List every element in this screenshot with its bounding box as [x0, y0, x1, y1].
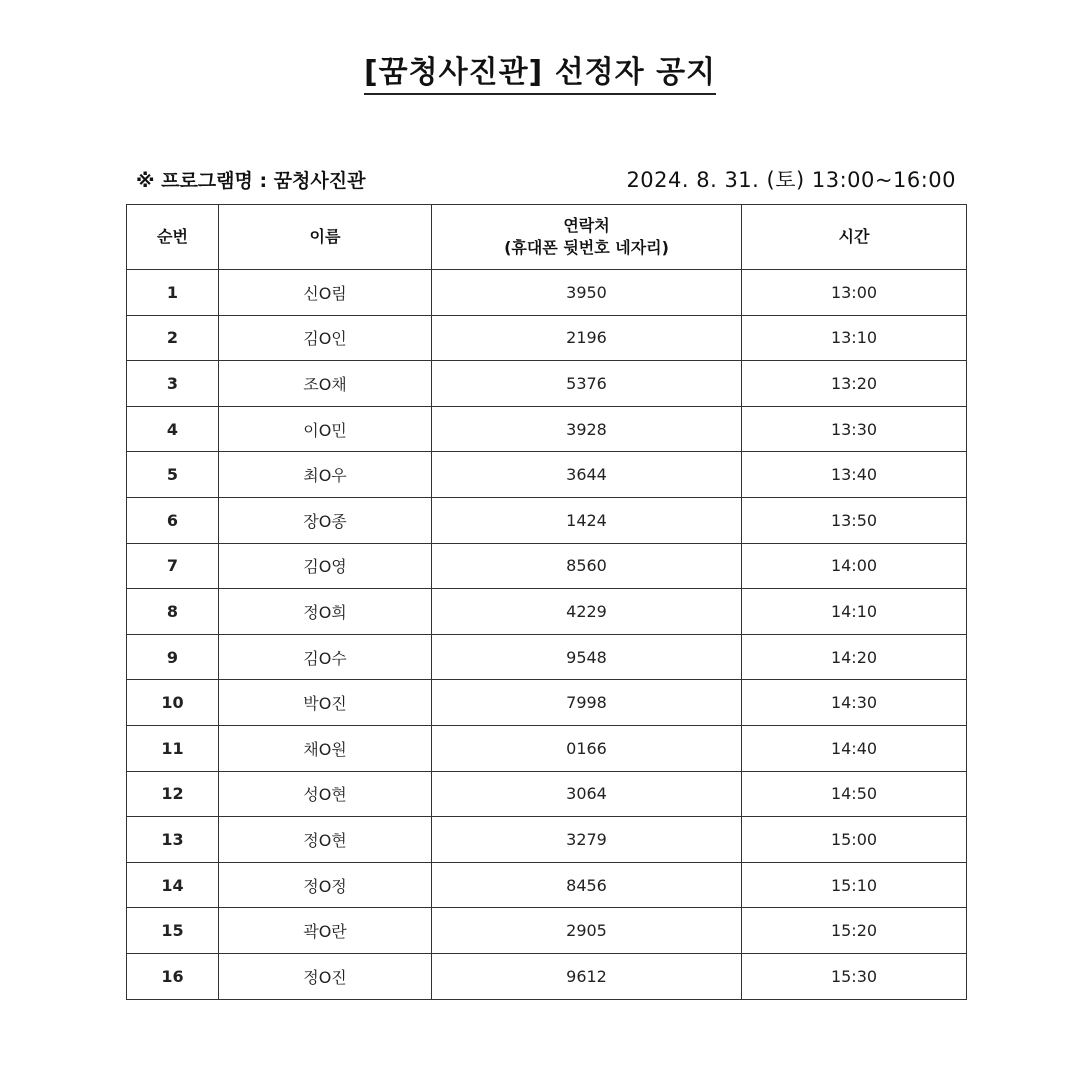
row-time: 13:40 [742, 452, 967, 498]
row-time: 14:20 [742, 634, 967, 680]
row-name: 이O민 [219, 406, 432, 452]
row-number: 14 [127, 862, 219, 908]
table-header-row [127, 205, 967, 270]
row-number: 6 [127, 497, 219, 543]
row-number: 12 [127, 771, 219, 817]
row-time: 13:30 [742, 406, 967, 452]
program-name: ※ 프로그램명 : 꿈청사진관 [136, 170, 366, 192]
table-row [127, 315, 967, 361]
schedule-datetime: 2024. 8. 31. (토) 13:00~16:00 [626, 168, 956, 192]
row-time: 15:30 [742, 953, 967, 999]
row-name: 채O원 [219, 725, 432, 771]
table-row [127, 543, 967, 589]
row-name: 정O진 [219, 953, 432, 999]
table-row [127, 862, 967, 908]
row-name: 곽O란 [219, 908, 432, 954]
row-name: 김O영 [219, 543, 432, 589]
table-row [127, 497, 967, 543]
header-number: 순번 [127, 205, 219, 270]
row-contact: 3950 [432, 270, 742, 316]
row-number: 7 [127, 543, 219, 589]
row-contact: 8560 [432, 543, 742, 589]
row-contact: 0166 [432, 725, 742, 771]
row-number: 4 [127, 406, 219, 452]
row-number: 10 [127, 680, 219, 726]
row-number: 9 [127, 634, 219, 680]
table-row [127, 908, 967, 954]
row-contact: 9548 [432, 634, 742, 680]
table-row [127, 771, 967, 817]
selection-table [126, 204, 967, 1000]
row-time: 13:50 [742, 497, 967, 543]
row-name: 김O수 [219, 634, 432, 680]
row-number: 15 [127, 908, 219, 954]
table-row [127, 270, 967, 316]
row-name: 성O현 [219, 771, 432, 817]
row-time: 15:10 [742, 862, 967, 908]
row-contact: 8456 [432, 862, 742, 908]
table-row [127, 953, 967, 999]
row-time: 14:00 [742, 543, 967, 589]
row-number: 3 [127, 361, 219, 407]
row-name: 정O정 [219, 862, 432, 908]
table-row [127, 589, 967, 635]
table-row [127, 680, 967, 726]
row-name: 박O진 [219, 680, 432, 726]
header-name: 이름 [219, 205, 432, 270]
row-name: 조O채 [219, 361, 432, 407]
row-name: 최O우 [219, 452, 432, 498]
row-contact: 3644 [432, 452, 742, 498]
row-name: 김O인 [219, 315, 432, 361]
row-name: 장O종 [219, 497, 432, 543]
row-contact: 2196 [432, 315, 742, 361]
row-time: 13:00 [742, 270, 967, 316]
row-number: 13 [127, 817, 219, 863]
row-name: 정O현 [219, 817, 432, 863]
row-contact: 3064 [432, 771, 742, 817]
row-name: 신O림 [219, 270, 432, 316]
row-contact: 1424 [432, 497, 742, 543]
header-contact-line1: 연락처 [563, 216, 610, 235]
row-number: 11 [127, 725, 219, 771]
row-number: 8 [127, 589, 219, 635]
row-name: 정O희 [219, 589, 432, 635]
row-time: 14:30 [742, 680, 967, 726]
table-row [127, 406, 967, 452]
table-row [127, 452, 967, 498]
row-contact: 4229 [432, 589, 742, 635]
row-contact: 9612 [432, 953, 742, 999]
table-row [127, 817, 967, 863]
row-time: 14:50 [742, 771, 967, 817]
row-number: 2 [127, 315, 219, 361]
row-contact: 5376 [432, 361, 742, 407]
row-time: 15:20 [742, 908, 967, 954]
row-contact: 3928 [432, 406, 742, 452]
table-row [127, 361, 967, 407]
header-contact [432, 205, 742, 270]
document-title [0, 54, 1080, 95]
table-row [127, 634, 967, 680]
header-time: 시간 [742, 205, 967, 270]
header-contact-line2: (휴대폰 뒷번호 네자리) [504, 238, 669, 257]
row-time: 14:40 [742, 725, 967, 771]
row-time: 13:20 [742, 361, 967, 407]
document-title-text: [꿈청사진관] 선정자 공지 [364, 54, 716, 95]
row-time: 15:00 [742, 817, 967, 863]
row-contact: 3279 [432, 817, 742, 863]
row-contact: 7998 [432, 680, 742, 726]
row-number: 16 [127, 953, 219, 999]
row-number: 1 [127, 270, 219, 316]
table-row [127, 725, 967, 771]
row-contact: 2905 [432, 908, 742, 954]
row-number: 5 [127, 452, 219, 498]
row-time: 13:10 [742, 315, 967, 361]
row-time: 14:10 [742, 589, 967, 635]
